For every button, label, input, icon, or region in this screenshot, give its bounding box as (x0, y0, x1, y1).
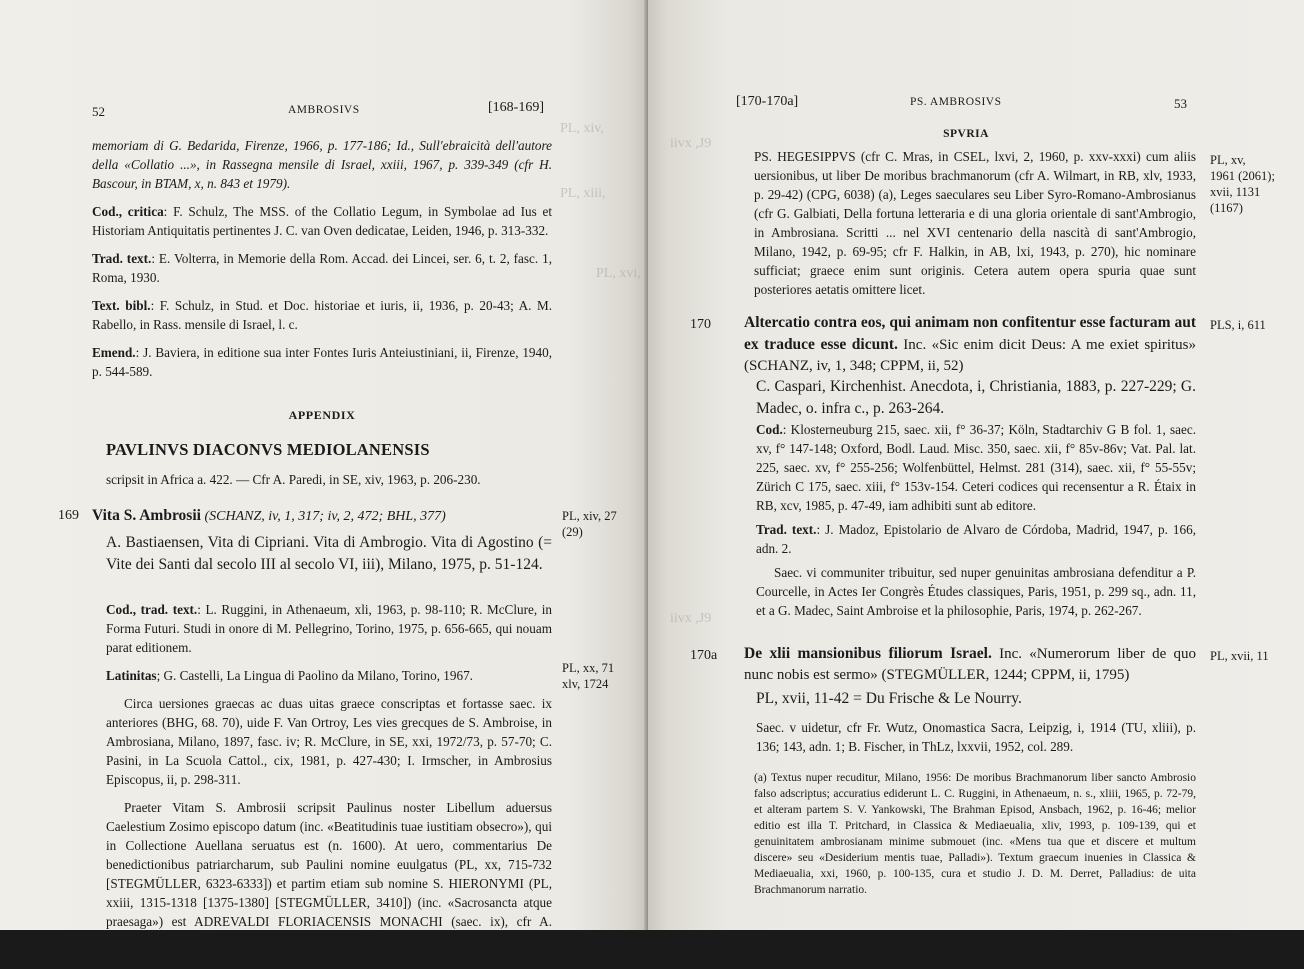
paragraph (756, 420, 1196, 515)
entry-title: Altercatio contra eos, qui animam non confitentur esse facturam aut ex traduce esse dicunt. (744, 314, 1196, 353)
edition-line: C. Caspari, Kirchenhist. Anecdota, i, Christiania, 1883, p. 227-229; G. Madec, o. infra c., p. 263-264. (756, 378, 1196, 417)
paragraph: Circa uersiones graecas ac duas uitas graece conscriptas et fortasse saec. ix anteriores (BHG, 68. 70), uide F. Van Ortroy, Les vies grecques de S. Ambroise, in Ambrosiana, Milano, 1897, fasc. iv; R. McClure, in SE, xxi, 1972/73, p. 57-70; C. Pasini, in La Scuola Cattol., cix, 1981, p. 427-430; I. Irmscher, in Ambrosius Episcopus, ii, p. 298-311. (106, 696, 552, 787)
text-block (106, 600, 552, 969)
entry-heading (744, 643, 1196, 686)
entry-title: De xlii mansionibus filiorum Israel. (744, 645, 992, 662)
paragraph-text: : F. Schulz, The MSS. of the Collatio Legum, in Symbolae ad Ius et Historiam Antiquitatis pertinentes J. C. van Oven dedicatae, Leiden, 1946, p. 313-332. (92, 204, 552, 238)
entry-refs: (SCHANZ, iv, 1, 317; iv, 2, 472; BHL, 377) (200, 509, 446, 524)
text-block (756, 420, 1196, 620)
paragraph (92, 202, 552, 240)
paragraph: Saec. vi communiter tribuitur, sed nuper genuinitas ambrosiana defenditur a P. Courcelle, in Actes Ier Congrès Études classiques, Paris, 1951, p. 299 sq., adn. 11, et a G. Madec, Saint Ambroise et la philosophie, Paris, 1974, p. 262-267. (756, 565, 1196, 618)
entry-heading (744, 312, 1196, 377)
bleed-through-text: PL, xvi, (596, 266, 641, 281)
text-block (92, 136, 552, 381)
paragraph-text: : J. Madoz, Epistolario de Alvaro de Córdoba, Madrid, 1947, p. 166, adn. 2. (756, 522, 1197, 556)
author-heading: PAVLINVS DIACONVS MEDIOLANENSIS (106, 440, 430, 459)
appendix-heading: APPENDIX (288, 408, 356, 422)
label: Trad. text. (756, 522, 817, 537)
bleed-through-text: iivx ,J9 (670, 611, 712, 626)
bleed-through-text: PL, xiv, (560, 121, 604, 136)
label: Trad. text. (92, 251, 152, 266)
paragraph: memoriam di G. Bedarida, Firenze, 1966, p. 177-186; Id., Sull'ebraicità dell'autore della «Collatio ...», in Rassegna mensile di Israel, xxiii, 1967, p. 339-349 (cfr H. Bascour, in BTAM, x, n. 843 et 1979). (92, 138, 552, 191)
margin-reference: PL, xv, 1961 (2061); xvii, 1131 (1167) (1210, 153, 1275, 215)
bleed-through-text: PL, xiii, (560, 186, 606, 201)
edition-line: PL, xvii, 11-42 = Du Frische & Le Nourry. (756, 690, 1022, 707)
intro-paragraph: PS. HEGESIPPVS (cfr C. Mras, in CSEL, lxvi, 2, 1960, p. xxv-xxxi) cum aliis uersionibus, ut liber De moribus brachmanorum (cfr A. Wilmart, in RB, xlv, 1933, p. 29-42) (CPG, 6038) (a), Leges saeculares seu Liber Syro-Romano-Ambrosianus (cfr G. Galbiati, Della fortuna letteraria e di una gloria orientale di sant'Ambrogio, in Ambrosiana. Scritti ... nel XVI centenario della nascità di sant'Ambrogio, Milano, 1942, p. 69-95; cfr F. Halkin, in AB, lxi, 1943, p. 270), hic nominare sufficiat; graece enim sunt originis. Cetera autem opera spuria quae sunt posteriores aetatis omittere licet. (754, 149, 1196, 297)
page-range: [170-170a] (736, 94, 799, 109)
page-range: [168-169] (488, 100, 544, 115)
entry-number: 170a (690, 648, 718, 663)
label: Cod., critica (92, 204, 164, 219)
left-page (0, 0, 648, 967)
edition-line: A. Bastiaensen, Vita di Cipriani. Vita di Ambrogio. Vita di Agostino (= Vite dei Santi dal secolo III al secolo VI, iii), Milano, 1975, p. 51-124. (106, 534, 552, 573)
paragraph-text: ; G. Castelli, La Lingua di Paolino da Milano, Torino, 1967. (156, 668, 473, 683)
paragraph-text: : F. Schulz, in Stud. et Doc. historiae et iuris, ii, 1936, p. 20-43; A. M. Rabello, in Rass. mensile di Israel, l. c. (92, 298, 553, 332)
label: Cod., trad. text. (106, 602, 198, 617)
entry-number: 170 (690, 317, 711, 332)
paragraph-text: : L. Ruggini, in Athenaeum, xli, 1963, p. 98-110; R. McClure, in Forma Futuri. Studi in onore di M. Pellegrino, Torino, 1975, p. 656-665, qui nouam parat editionem. (106, 602, 553, 655)
paragraph-text: : Klosterneuburg 215, saec. xii, f° 36-37; Köln, Stadtarchiv G B fol. 1, saec. xv, f° 147-148; Oxford, Bodl. Laud. Misc. 350, saec. xii, f° 85v-86v; Vat. Pal. lat. 225, saec. xv, f° 255-256; Wolfenbüttel, Helmst. 281 (314), saec. xii, f° 55-55v; Zürich C 175, saec. xiii, f° 153v-154. Ceteri codices qui recensentur a R. Étaix in RB, xcv, 1985, p. 47-49, iam adhibiti sunt ab editore. (756, 422, 1196, 513)
label: Latinitas (106, 668, 157, 683)
label: Text. bibl. (92, 298, 151, 313)
author-note: scripsit in Africa a. 422. — Cfr A. Paredi, in SE, xiv, 1963, p. 206-230. (106, 472, 481, 487)
paragraph: Praeter Vitam S. Ambrosii scripsit Paulinus noster Libellum aduersus Caelestium Zosimo episcopo datum (inc. «Beatitudinis tuae iustitiam obsecro»), qui in Collectione Auellana seruatus est (n. 1600). At uero, commentarius De benedictionibus patriarcharum, sub Paulini nomine euulgatus (PL, xx, 715-732 [STEGMÜLLER, 6323-6333]) et partim etiam sub nomine S. HIERONYMI (PL, xxiii, 1315-1318 [1375-1380] [STEGMÜLLER, 3410]) (inc. «Sacrosancta atque praesaga») est ADREVALDI FLORIACENSIS MONACHI (saec. ix), cfr A. Wilmart, in RB, xxxii, 1920, p. 57-63 (cod.: B. Lambert, BHM, n. 405; CPPM, ii, 2815). (106, 800, 552, 967)
bleed-through-text: iivx ,J9 (670, 136, 712, 151)
entry-heading (92, 506, 552, 526)
margin-reference: PL, xiv, 27 (29) (562, 509, 617, 539)
paragraph (92, 343, 552, 381)
entry-number: 169 (58, 508, 79, 523)
entry-incipit: Inc. «Sic enim dicit Deus: A me exiet spiritus» (SCHANZ, iv, 1, 348; CPPM, ii, 52) (744, 337, 1196, 374)
paragraph (106, 600, 552, 657)
section-heading: SPVRIA (943, 128, 989, 140)
margin-reference: PLS, i, 611 (1210, 318, 1266, 332)
entry-incipit: Inc. «Numerorum liber de quo nunc nobis est sermo» (STEGMÜLLER, 1244; CPPM, ii, 1795) (744, 646, 1196, 683)
label: Emend. (92, 345, 136, 360)
paragraph: Saec. v uidetur, cfr Fr. Wutz, Onomastica Sacra, Leipzig, i, 1914 (TU, xliii), p. 136; 143, adn. 1; B. Fischer, in ThLz, lxxvii, 1952, col. 289. (756, 720, 1196, 754)
paragraph (92, 296, 552, 334)
paragraph-text: : J. Baviera, in editione sua inter Fontes Iuris Anteiustiniani, ii, Firenze, 1940, p. 544-589. (92, 345, 552, 379)
paragraph (756, 520, 1196, 558)
footnote: (a) Textus nuper recuditur, Milano, 1956: De moribus Brachmanorum liber sancto Ambrosio falso adscriptus; accuratius ediderunt L. C. Ruggini, in Athenaeum, n. s., xliii, 1965, p. 72-79, et alteram partem S. V. Yankowski, The Brahman Episod, Ansbach, 1962, p. 16-46; melior editio est illa T. Pritchard, in Classica & Mediaeualia, xliv, 1993, p. 109-139, qui et genuinitatem ambrosianam minime submouet (inc. «Mens tua que et discere et multum discere» seu «Desiderium mentis tuae, Palladi»). Textum graecum inuenies in Classica & Mediaeualia, xxi, 1960, p. 100-135, cura et studio J. D. M. Derret, Palladius: de uita Brachmanorum narratio. (754, 772, 1196, 896)
page-number: 52 (92, 104, 105, 119)
label: Cod. (756, 422, 783, 437)
margin-reference: PL, xx, 71 xlv, 1724 (562, 661, 615, 691)
entry-title: Vita S. Ambrosii (92, 507, 201, 524)
right-page (648, 0, 1304, 930)
paragraph (92, 249, 552, 287)
paragraph (106, 666, 552, 685)
margin-reference: PL, xvii, 11 (1210, 649, 1269, 663)
running-head: PS. AMBROSIVS (910, 96, 1002, 108)
page-number: 53 (1174, 96, 1187, 111)
paragraph-text: : E. Volterra, in Memorie della Rom. Accad. dei Lincei, ser. 6, t. 2, fasc. 1, Roma, 1930. (92, 251, 553, 285)
running-head: AMBROSIVS (288, 104, 360, 116)
